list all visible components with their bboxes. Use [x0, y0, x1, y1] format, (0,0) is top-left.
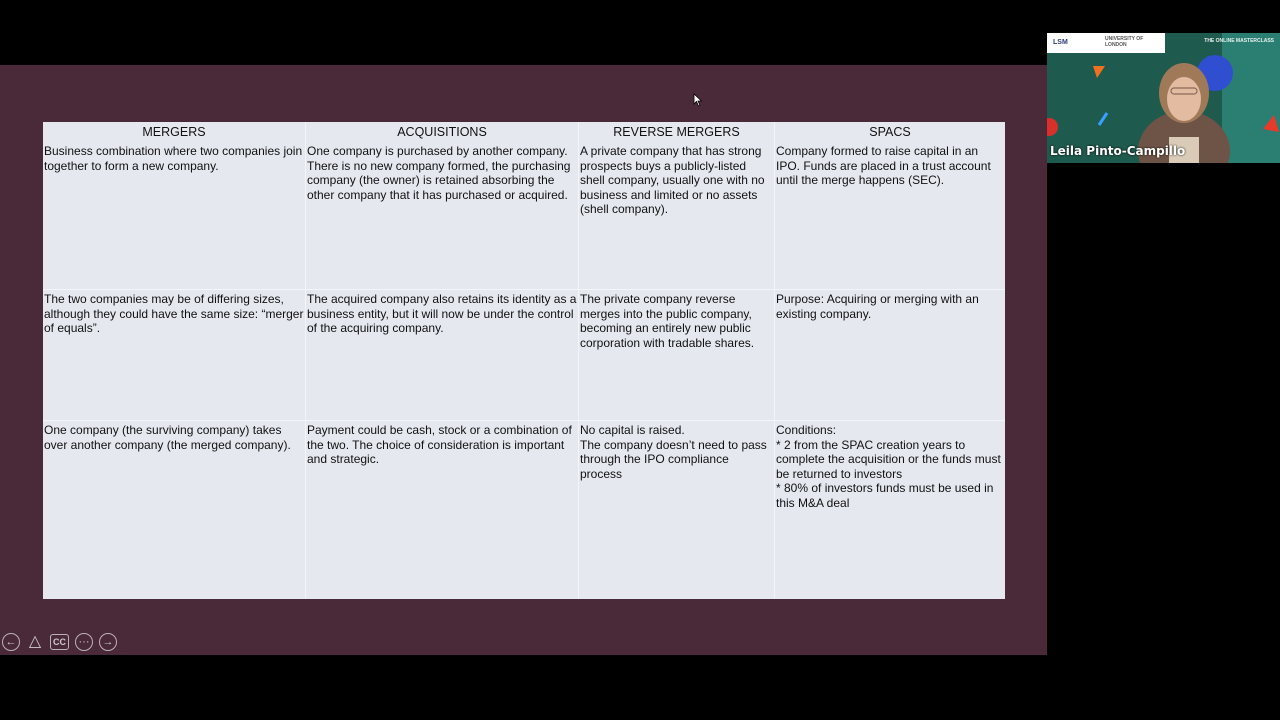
presentation-slide-area — [0, 65, 1047, 655]
previous-slide-button[interactable] — [2, 633, 20, 651]
masterclass-watermark: THE ONLINE MASTERCLASS — [1204, 38, 1274, 44]
mouse-cursor-icon — [693, 93, 703, 112]
speaker-webcam — [1047, 33, 1280, 163]
pen-icon: △ — [28, 633, 42, 650]
table-cell: The acquired company also retains its identity as a business entity, but it will now be under the control of the acquiring company. — [306, 290, 579, 421]
captions-button[interactable] — [50, 634, 69, 650]
table-cell: Purpose: Acquiring or merging with an existing company. — [775, 290, 1006, 421]
arrow-left-icon: ← — [5, 635, 17, 648]
university-logo: UNIVERSITY OF LONDON — [1105, 36, 1144, 48]
column-header-mergers: MERGERS — [142, 125, 206, 139]
column-header-reverse-mergers: REVERSE MERGERS — [579, 122, 775, 142]
next-slide-button[interactable] — [99, 633, 117, 651]
sponsor-logos — [1047, 33, 1165, 53]
table-cell: One company (the surviving company) takes over another company (the merged company). — [43, 421, 306, 600]
lsm-logo: LSM — [1053, 39, 1068, 46]
slideshow-controls — [2, 633, 117, 651]
pointer-tool-button[interactable] — [26, 633, 44, 651]
table-cell: Payment could be cash, stock or a combination of the two. The choice of consideration is important and strategic. — [306, 421, 579, 600]
comparison-table — [43, 122, 1005, 599]
arrow-right-icon: → — [102, 635, 114, 648]
more-icon: ··· — [78, 635, 90, 648]
column-header-spacs: SPACS — [775, 122, 1006, 142]
table-cell: Business combination where two companies join together to form a new company. — [44, 144, 303, 173]
table-cell: Conditions: * 2 from the SPAC creation years to complete the acquisition or the funds must be returned to investors * 80% of investors funds must be used in this M&A deal — [775, 421, 1006, 600]
table-cell: The two companies may be of differing sizes, although they could have the same size: “merger of equals”. — [43, 290, 306, 421]
more-options-button[interactable] — [75, 633, 93, 651]
speaker-name-caption: Leila Pinto-Campillo — [1050, 144, 1186, 158]
table-row — [43, 421, 1005, 600]
table-row — [43, 290, 1005, 421]
table-row — [43, 142, 1005, 290]
table-cell: Company formed to raise capital in an IPO. Funds are placed in a trust account until the merge happens (SEC). — [775, 142, 1006, 290]
table-header-row — [43, 122, 1005, 142]
cc-icon: CC — [53, 636, 66, 647]
table-cell: The private company reverse merges into the public company, becoming an entirely new public corporation with tradable shares. — [579, 290, 775, 421]
table-cell: One company is purchased by another company. There is no new company formed, the purchasing company (the owner) is retained absorbing the other company that it has purchased or acquired. — [306, 142, 579, 290]
column-header-acquisitions: ACQUISITIONS — [306, 122, 579, 142]
table-cell: No capital is raised. The company doesn’t need to pass through the IPO compliance process — [579, 421, 775, 600]
table-cell: A private company that has strong prospects buys a publicly-listed shell company, usually one with no business and limited or no assets (shell company). — [579, 142, 775, 290]
